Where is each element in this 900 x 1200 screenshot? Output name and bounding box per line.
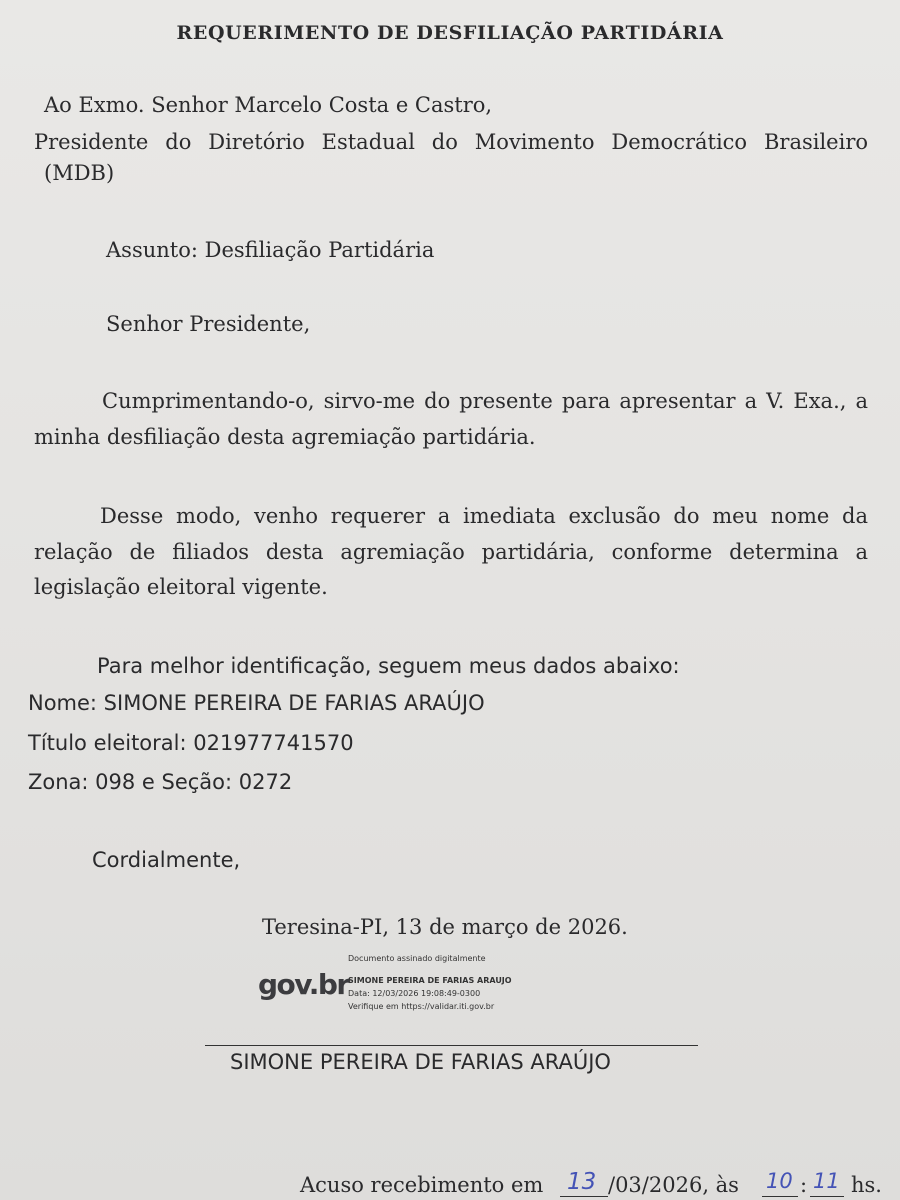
signature-line: [205, 1045, 698, 1046]
digital-signature-stamp: [258, 952, 558, 1014]
stamp-line-3: Data: 12/03/2026 19:08:49-0300: [348, 989, 481, 998]
receipt-hour-blank: [762, 1196, 798, 1197]
subject-line: Assunto: Desfiliação Partidária: [106, 238, 435, 262]
stamp-line-1: Documento assinado digitalmente: [348, 954, 486, 963]
receipt-day-blank: [560, 1196, 608, 1197]
stamp-line-2: SIMONE PEREIRA DE FARIAS ARAUJO: [348, 976, 512, 985]
document-title: REQUERIMENTO DE DESFILIAÇÃO PARTIDÁRIA: [176, 22, 724, 44]
receipt-month-year: /03/2026, às: [608, 1173, 739, 1197]
place-date: Teresina-PI, 13 de março de 2026.: [262, 915, 628, 939]
stamp-line-4: Verifique em https://validar.iti.gov.br: [348, 1002, 495, 1011]
addressee-line-2: Presidente do Diretório Estadual do Movimento Democrático Brasileiro: [34, 130, 868, 154]
receipt-day: 13: [567, 1169, 597, 1195]
paragraph-1-line-1: Cumprimentando-o, sirvo-me do presente para apresentar a V. Exa., a: [102, 389, 868, 413]
receipt-colon: :: [800, 1173, 808, 1197]
paragraph-1-line-2: minha desfiliação desta agremiação partidária.: [34, 425, 536, 449]
paragraph-2-line-2: relação de filiados desta agremiação partidária, conforme determina a: [34, 540, 868, 564]
paragraph-2-line-3: legislação eleitoral vigente.: [34, 575, 328, 599]
receipt-minute-blank: [810, 1196, 844, 1197]
salutation: Senhor Presidente,: [106, 312, 311, 336]
field-voter-id: Título eleitoral: 021977741570: [28, 731, 354, 755]
addressee-line-1: Ao Exmo. Senhor Marcelo Costa e Castro,: [44, 93, 493, 117]
receipt-prefix: Acuso recebimento em: [300, 1173, 544, 1197]
receipt-minute: 11: [813, 1169, 840, 1193]
closing: Cordialmente,: [92, 848, 241, 872]
receipt-suffix: hs.: [851, 1173, 882, 1197]
field-zone-section: Zona: 098 e Seção: 0272: [28, 770, 293, 794]
identification-intro: Para melhor identificação, seguem meus dados abaixo:: [97, 654, 680, 678]
govbr-logo: gov.br: [258, 968, 349, 1001]
paragraph-2-line-1: Desse modo, venho requerer a imediata exclusão do meu nome da: [100, 504, 868, 528]
receipt-hour: 10: [766, 1169, 793, 1193]
addressee-line-3: (MDB): [44, 161, 115, 185]
signatory-name: SIMONE PEREIRA DE FARIAS ARAÚJO: [230, 1050, 611, 1074]
field-name: Nome: SIMONE PEREIRA DE FARIAS ARAÚJO: [28, 691, 485, 715]
